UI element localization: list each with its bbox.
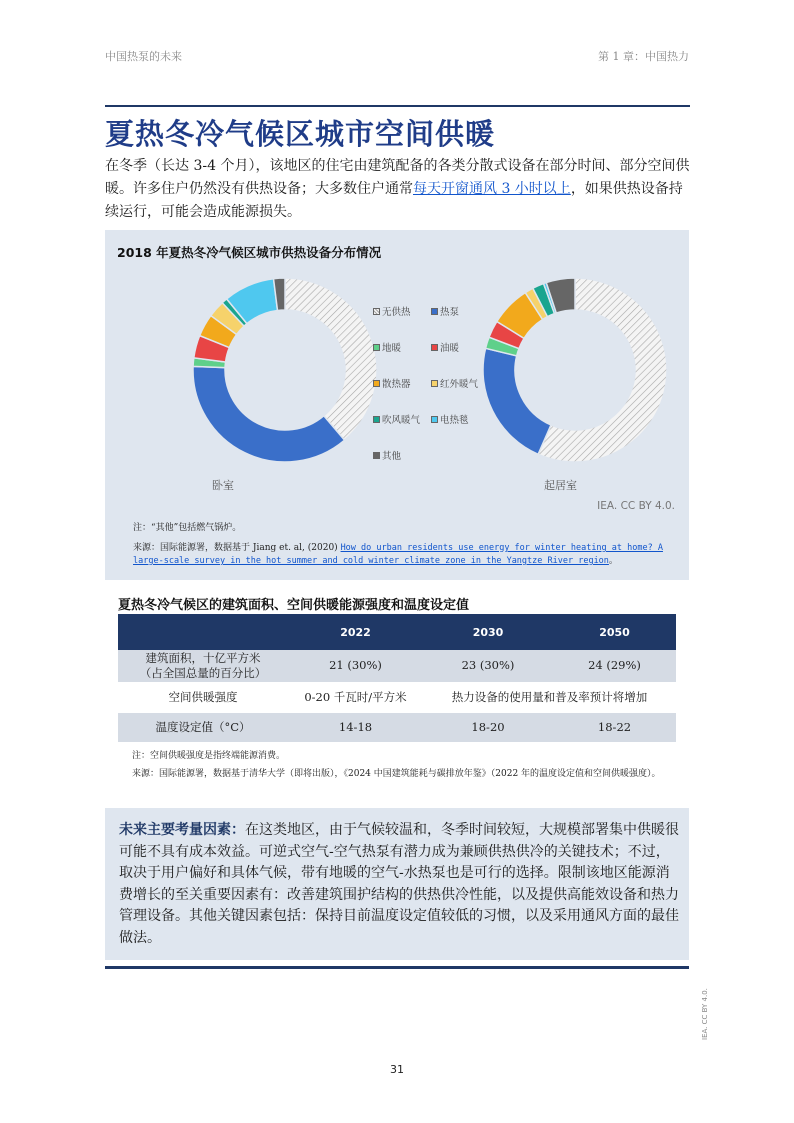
donut-label-bedroom: 卧室 bbox=[212, 479, 234, 492]
legend-label: 红外暖气 bbox=[440, 379, 479, 390]
table-source: 来源：国际能源署，数据基于清华大学（即将出版），《2024 中国建筑能耗与碳排放年鉴》（2022 年的温度设定值和空间供暖强度）。 bbox=[132, 769, 661, 779]
table-cell: 18-22 bbox=[553, 712, 676, 742]
figure-source-suffix: 。 bbox=[608, 556, 618, 566]
top-rule bbox=[105, 105, 690, 107]
legend-label: 其他 bbox=[382, 451, 402, 462]
legend-label: 散热器 bbox=[382, 379, 411, 390]
legend-item bbox=[431, 412, 469, 426]
table-cell-label: 温度设定值（°C） bbox=[118, 712, 288, 742]
running-header-left: 中国热泵的未来 bbox=[105, 50, 182, 63]
legend-item bbox=[373, 304, 411, 318]
table-cell-label bbox=[118, 650, 288, 682]
figure-chart-area bbox=[115, 270, 679, 520]
table-row bbox=[118, 682, 676, 712]
legend-label: 油暖 bbox=[440, 343, 460, 354]
table-cell: 14-18 bbox=[288, 712, 423, 742]
legend-swatch bbox=[373, 344, 380, 351]
intro-text-2: ，如果供热设备持续运行，可能会造成能源损失。 bbox=[105, 181, 683, 220]
key-considerations-lead: 未来主要考量因素： bbox=[119, 822, 245, 838]
page-number: 31 bbox=[390, 1063, 404, 1076]
key-considerations-text bbox=[119, 820, 679, 949]
table-cell: 21 (30%) bbox=[288, 650, 423, 682]
key-considerations-body: 在这类地区，由于气候较温和，冬季时间较短，大规模部署集中供暖很可能不具有成本效益。可逆式空气-空气热泵有潜力成为兼顾供热供冷的关键技术；不过，取决于用户偏好和具体气候，带有地暖的空气-水热泵也是可行的选择。限制该地区能源消费增长的至关重要因素有：改善建筑围护结构的供热供冷性能，以及提供高能效设备和热力管理设备。其他关键因素包括：保持目前温度设定值较低的习惯，以及采用通风方面的最佳做法。 bbox=[119, 822, 679, 946]
legend-item bbox=[373, 376, 411, 390]
figure-source-link[interactable]: How do urban residents use energy for winter heating at home? A large-scale survey in the hot summer and cold winter climate zone in the Yangtze River region bbox=[133, 543, 663, 566]
legend-swatch bbox=[373, 452, 380, 459]
legend-item bbox=[431, 304, 459, 318]
figure-note: 注：“其他”包括燃气锅炉。 bbox=[133, 523, 242, 533]
figure-box bbox=[105, 230, 689, 580]
data-table bbox=[118, 614, 676, 743]
legend-label: 地暖 bbox=[382, 343, 402, 354]
donut-slice bbox=[483, 348, 551, 454]
figure-title: 2018 年夏热冬冷气候区城市供热设备分布情况 bbox=[117, 245, 382, 260]
running-header-right: 第 1 章：中国热力 bbox=[598, 50, 689, 63]
legend-swatch bbox=[373, 380, 380, 387]
legend-swatch bbox=[431, 308, 438, 315]
table-row bbox=[118, 650, 676, 682]
table-cell: 0-20 千瓦时/平方米 bbox=[288, 682, 423, 712]
legend-item bbox=[431, 376, 478, 390]
legend-label: 吹风暖气 bbox=[382, 415, 421, 426]
table-header-empty bbox=[118, 614, 288, 650]
table-cell-label: 空间供暖强度 bbox=[118, 682, 288, 712]
figure-source-prefix: 来源：国际能源署，数据基于 Jiang et. al, (2020) bbox=[133, 543, 341, 553]
table-note: 注：空间供暖强度是指终端能源消费。 bbox=[132, 751, 286, 761]
floor-area-label-2: （占全国总量的百分比） bbox=[139, 665, 267, 680]
donut-slice bbox=[285, 278, 377, 440]
table-cell-merged: 热力设备的使用量和普及率预计将增加 bbox=[423, 682, 676, 712]
legend-item bbox=[373, 448, 401, 462]
floor-area-label-1: 建筑面积，十亿平方米 bbox=[145, 650, 261, 665]
legend-swatch bbox=[373, 416, 380, 423]
side-credit: IEA. CC BY 4.0. bbox=[701, 988, 709, 1040]
donut-living-room bbox=[483, 278, 667, 462]
legend-swatch bbox=[431, 344, 438, 351]
donut-label-living-room: 起居室 bbox=[544, 479, 577, 492]
legend-swatch bbox=[431, 416, 438, 423]
legend-item bbox=[431, 340, 459, 354]
donut-slice bbox=[193, 366, 345, 462]
intro-text-1: 在冬季（长达 3-4 个月），该地区的住宅由建筑配备的各类分散式设备在部分时间、部分空间供暖。许多住户仍然没有供热设备；大多数住户通常 bbox=[105, 158, 690, 197]
table-title: 夏热冬冷气候区的建筑面积、空间供暖能源强度和温度设定值 bbox=[118, 598, 470, 613]
legend-label: 热泵 bbox=[440, 307, 460, 318]
page-title: 夏热冬冷气候区城市空间供暖 bbox=[105, 117, 496, 151]
table-header-2050: 2050 bbox=[553, 614, 676, 650]
donut-bedroom bbox=[193, 278, 377, 462]
table-header-2022: 2022 bbox=[288, 614, 423, 650]
figure-source bbox=[133, 542, 673, 568]
bottom-rule bbox=[105, 966, 689, 969]
table-cell: 23 (30%) bbox=[423, 650, 553, 682]
legend-label: 电热毯 bbox=[440, 415, 469, 426]
table-header-row bbox=[118, 614, 676, 650]
intro-paragraph bbox=[105, 155, 690, 224]
legend-swatch bbox=[431, 380, 438, 387]
table-header-2030: 2030 bbox=[423, 614, 553, 650]
table-row bbox=[118, 712, 676, 742]
ventilation-link[interactable]: 每天开窗通风 3 小时以上 bbox=[413, 181, 571, 197]
legend-swatch bbox=[373, 308, 380, 315]
table-cell: 18-20 bbox=[423, 712, 553, 742]
key-considerations-box bbox=[105, 808, 689, 960]
legend-label: 无供热 bbox=[382, 307, 411, 318]
table-cell: 24 (29%) bbox=[553, 650, 676, 682]
legend-item bbox=[373, 412, 420, 426]
legend-item bbox=[373, 340, 401, 354]
figure-credit: IEA. CC BY 4.0. bbox=[597, 500, 675, 512]
